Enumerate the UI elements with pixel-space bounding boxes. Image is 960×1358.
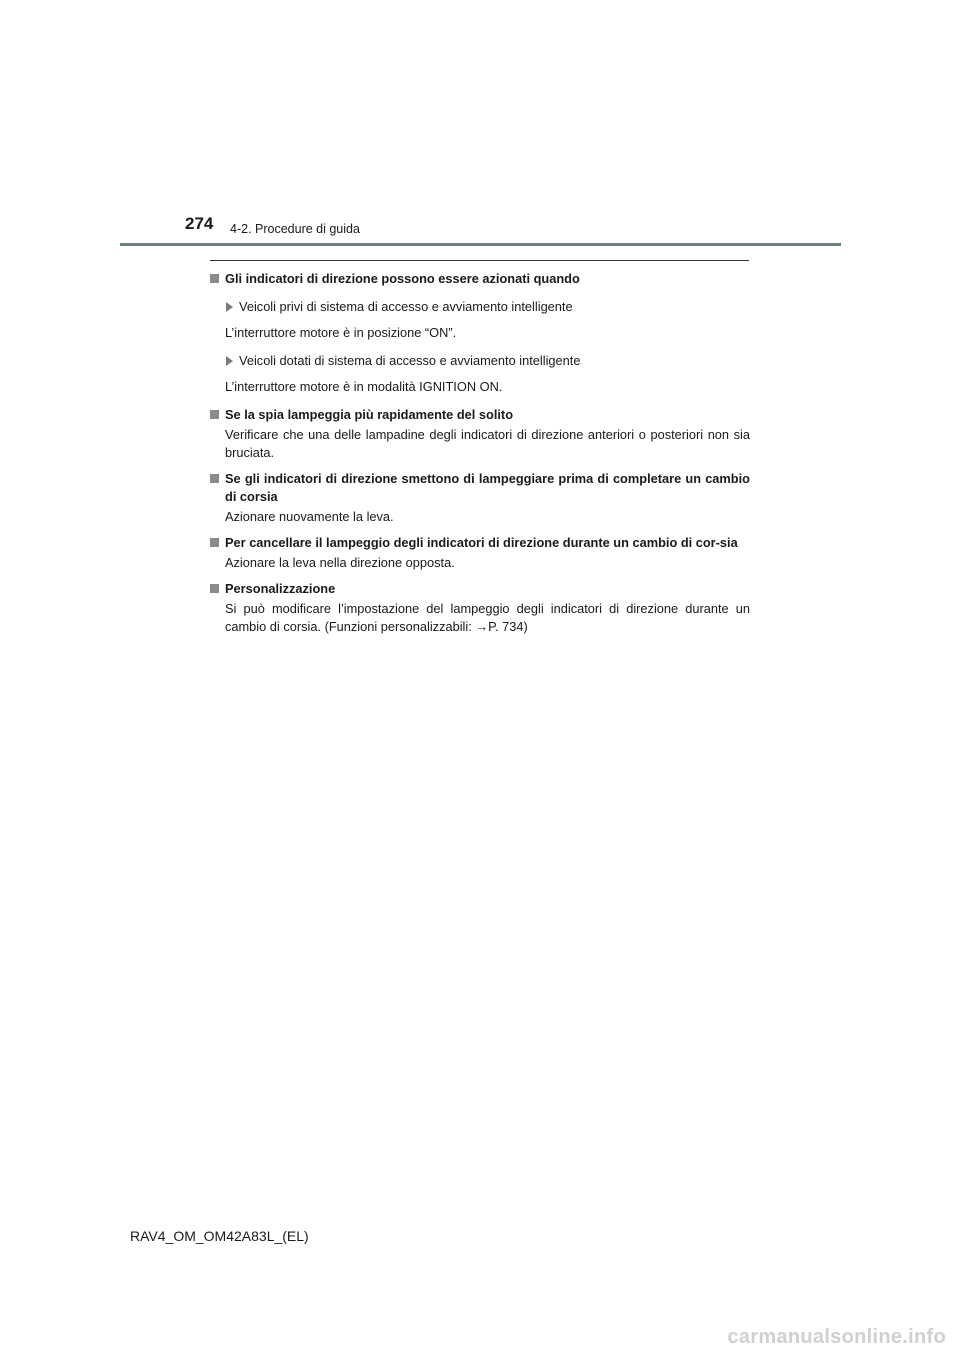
section-customization xyxy=(210,580,750,636)
sub-item: Veicoli dotati di sistema di accesso e avviamento intelligente xyxy=(210,352,750,370)
section-activation-conditions xyxy=(210,270,750,396)
section-heading: Se gli indicatori di direzione smettono di lampeggiare prima di completare un cambio di corsia xyxy=(210,470,750,506)
header-divider xyxy=(120,243,841,246)
square-bullet-icon xyxy=(210,538,219,547)
body-text: Azionare nuovamente la leva. xyxy=(225,509,394,524)
body-text: L’interruttore motore è in modalità IGNITION ON. xyxy=(225,379,503,394)
section-stop-before-lane-change xyxy=(210,470,750,526)
content-divider xyxy=(210,260,749,261)
body-text: L’interruttore motore è in posizione “ON”. xyxy=(225,325,457,340)
document-code: RAV4_OM_OM42A83L_(EL) xyxy=(130,1228,309,1244)
sub-item: Veicoli privi di sistema di accesso e avviamento intelligente xyxy=(210,298,750,316)
page-number: 274 xyxy=(185,214,214,233)
square-bullet-icon xyxy=(210,474,219,483)
watermark: carmanualsonline.info xyxy=(727,1326,946,1348)
page-content xyxy=(210,270,750,644)
square-bullet-icon xyxy=(210,584,219,593)
triangle-bullet-icon xyxy=(226,356,233,366)
section-heading: Per cancellare il lampeggio degli indicatori di direzione durante un cambio di cor-sia xyxy=(210,534,750,552)
section-heading: Se la spia lampeggia più rapidamente del solito xyxy=(210,406,750,424)
section-heading: Personalizzazione xyxy=(210,580,750,598)
body-text: Si può modificare l’impostazione del lampeggio degli indicatori di direzione durante un cambio di corsia. (Funzioni personalizzabili: →P. 734) xyxy=(225,601,750,634)
square-bullet-icon xyxy=(210,274,219,283)
triangle-bullet-icon xyxy=(226,302,233,312)
section-fast-blinking xyxy=(210,406,750,462)
section-cancel-blinking xyxy=(210,534,750,572)
body-text: Verificare che una delle lampadine degli indicatori di direzione anteriori o posteriori non sia bruciata. xyxy=(225,427,750,460)
section-title: 4-2. Procedure di guida xyxy=(230,222,360,236)
section-heading: Gli indicatori di direzione possono essere azionati quando xyxy=(210,270,750,288)
square-bullet-icon xyxy=(210,410,219,419)
body-text: Azionare la leva nella direzione opposta. xyxy=(225,555,455,570)
